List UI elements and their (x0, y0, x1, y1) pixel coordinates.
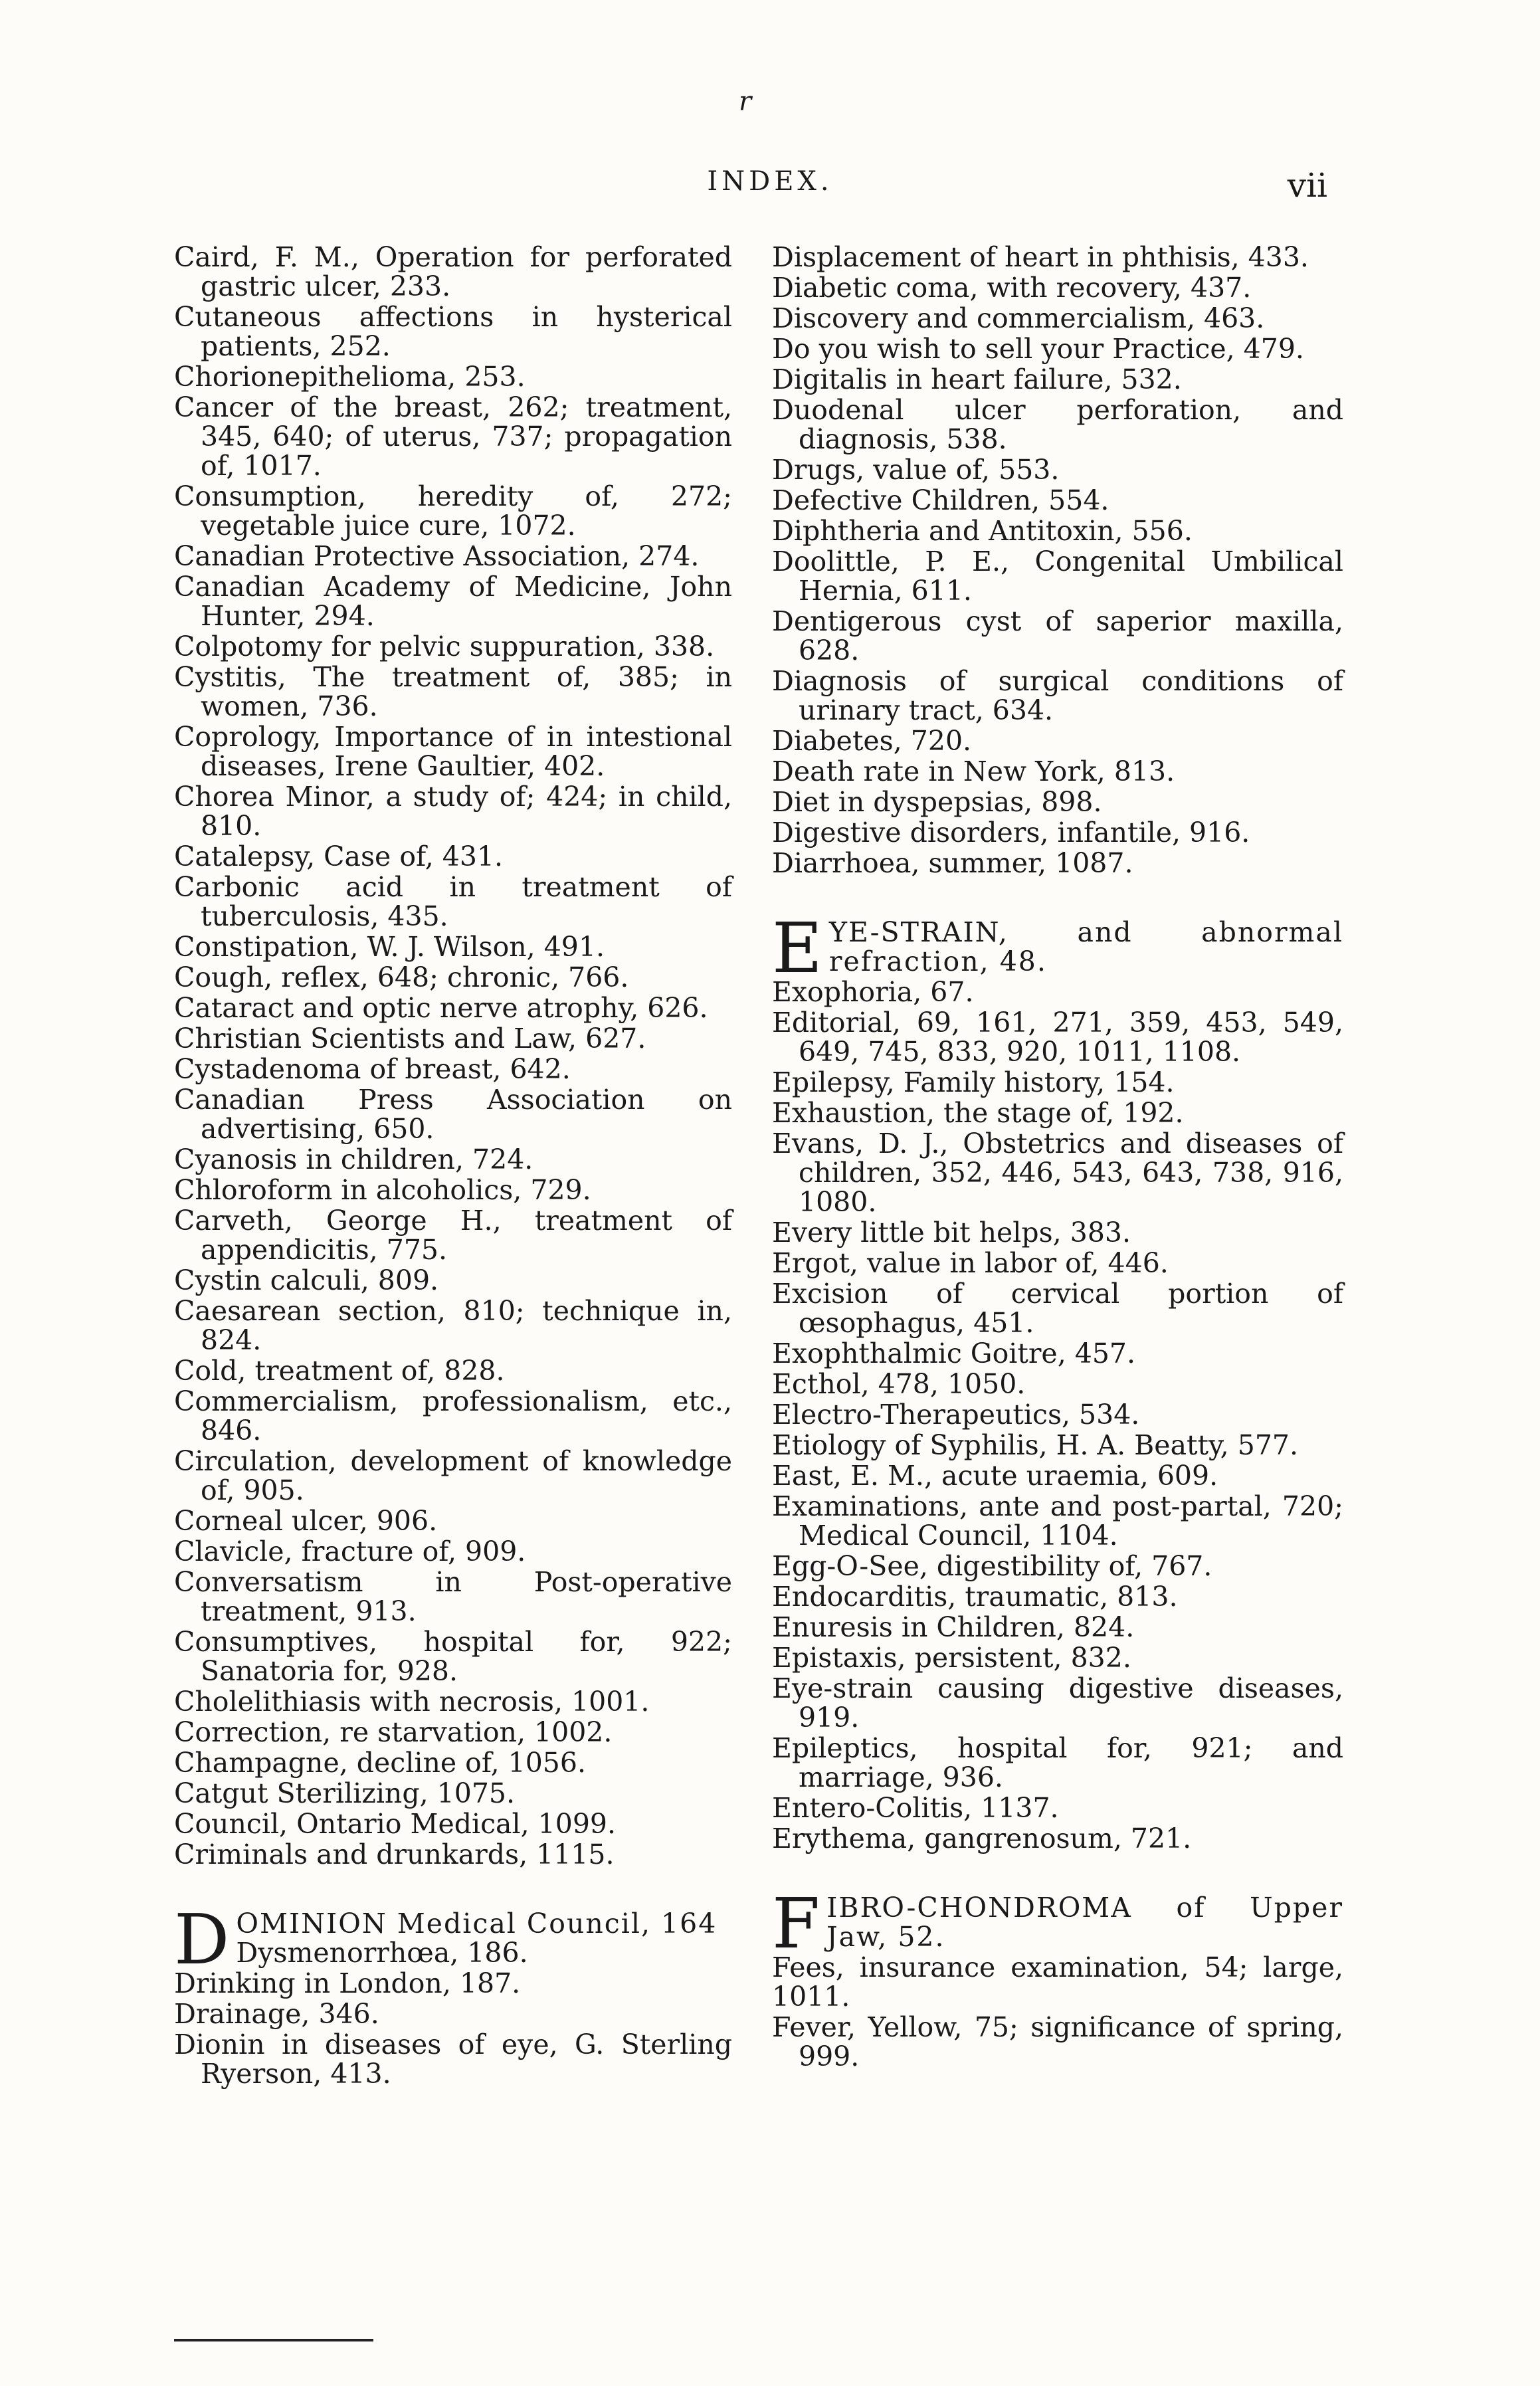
index-entry: Diet in dyspepsias, 898. (772, 786, 1102, 818)
index-entry: Criminals and drunkards, 1115. (174, 1839, 615, 1870)
index-entry: Endocarditis, traumatic, 813. (772, 1581, 1178, 1613)
index-entry: Editorial, 69, 161, 271, 359, 453, 549, 649, 745, 833, 920, 1011, 1108. (772, 1007, 1343, 1068)
index-entry: Diagnosis of surgical conditions of urinary tract, 634. (772, 665, 1343, 726)
index-entry: Carveth, George H., treatment of appendicitis, 775. (174, 1205, 732, 1266)
index-entry: Exhaustion, the stage of, 192. (772, 1097, 1184, 1129)
e-entries (772, 977, 1343, 1853)
index-entry: Cholelithiasis with necrosis, 1001. (174, 1686, 650, 1718)
index-entry: Carbonic acid in treatment of tuberculosis, 435. (174, 871, 732, 932)
index-entry: Entero-Colitis, 1137. (772, 1792, 1059, 1824)
left-column (174, 243, 732, 2090)
section-lead (772, 1883, 1343, 1964)
page-header (0, 166, 1540, 213)
index-entry: Cutaneous affections in hysterical patients, 252. (174, 301, 732, 362)
index-entry: Catgut Sterilizing, 1075. (174, 1777, 516, 1809)
index-entry: Cystadenoma of breast, 642. (174, 1053, 571, 1085)
index-entry: Fever, Yellow, 75; significance of spring, 999. (772, 2011, 1343, 2072)
index-entry: Every little bit helps, 383. (772, 1217, 1131, 1248)
f-entries (772, 1953, 1343, 2071)
index-entry: Cystitis, The treatment of, 385; in women, 736. (174, 661, 732, 722)
index-entry: Eye-strain causing digestive diseases, 919. (772, 1672, 1343, 1734)
section-lead (174, 1899, 732, 1980)
index-entry: Diarrhoea, summer, 1087. (772, 847, 1133, 879)
index-entry: Chorea Minor, a study of; 424; in child, 810. (174, 781, 732, 842)
index-entry: Catalepsy, Case of, 431. (174, 841, 504, 872)
index-entry: Epilepsy, Family history, 154. (772, 1066, 1175, 1098)
index-entry: Displacement of heart in phthisis, 433. (772, 241, 1309, 273)
index-entry: Digitalis in heart failure, 532. (772, 363, 1182, 395)
index-entry: Canadian Protective Association, 274. (174, 540, 700, 572)
index-entry: Etiology of Syphilis, H. A. Beatty, 577. (772, 1429, 1299, 1461)
index-entry: Ergot, value in labor of, 446. (772, 1247, 1169, 1279)
index-entry: Consumptives, hospital for, 922; Sanatoria for, 928. (174, 1626, 732, 1687)
index-entry: Consumption, heredity of, 272; vegetable juice cure, 1072. (174, 480, 732, 542)
index-entry: Diabetes, 720. (772, 725, 972, 757)
index-entry: Chorionepithelioma, 253. (174, 361, 526, 393)
index-entry: Egg-O-See, digestibility of, 767. (772, 1550, 1212, 1582)
section-lead (772, 908, 1343, 989)
right-column (772, 243, 1343, 2072)
index-entry: Canadian Academy of Medicine, John Hunter, 294. (174, 571, 732, 632)
index-entry: Cyanosis in children, 724. (174, 1143, 533, 1175)
index-entry: Dentigerous cyst of saperior maxilla, 628. (772, 605, 1343, 666)
index-entry: Conversatism in Post-operative treatment, 913. (174, 1566, 732, 1627)
index-entry: Christian Scientists and Law, 627. (174, 1023, 646, 1054)
index-entry: Drainage, 346. (174, 1998, 379, 2030)
index-entry: Diphtheria and Antitoxin, 556. (772, 515, 1193, 547)
index-entry: Colpotomy for pelvic suppuration, 338. (174, 631, 715, 662)
dropcap-letter: D (174, 1899, 230, 1980)
footer-rule (174, 2339, 373, 2341)
index-entry: Evans, D. J., Obstetrics and diseases of children, 352, 446, 543, 643, 738, 916, 1080. (772, 1128, 1343, 1218)
index-entry: Diabetic coma, with recovery, 437. (772, 272, 1252, 304)
index-entry: Caird, F. M., Operation for perforated gastric ulcer, 233. (174, 241, 732, 302)
index-entry: Excision of cervical portion of œsophagus, 451. (772, 1278, 1343, 1339)
section-lead-text: OMINION Medical Council, 164 (236, 1908, 718, 1939)
index-entry: Electro-Therapeutics, 534. (772, 1399, 1140, 1431)
d-entries (174, 1969, 732, 2088)
index-entry: Ecthol, 478, 1050. (772, 1368, 1026, 1400)
index-entry: Cataract and optic nerve atrophy, 626. (174, 992, 708, 1024)
index-entry: Council, Ontario Medical, 1099. (174, 1808, 617, 1840)
section-lead-text: YE-STRAIN, and abnormal refraction, 48. (828, 916, 1343, 977)
running-title: INDEX. (707, 166, 833, 197)
index-entry: Do you wish to sell your Practice, 479. (772, 333, 1304, 365)
index-entry: Discovery and commercialism, 463. (772, 302, 1265, 334)
dropcap-letter: E (772, 908, 822, 989)
index-entry: Circulation, development of knowledge of, 905. (174, 1445, 732, 1506)
index-entry: Erythema, gangrenosum, 721. (772, 1823, 1192, 1854)
index-entry: Drinking in London, 187. (174, 1967, 521, 1999)
page-mark: r (739, 86, 752, 117)
d-entries-continued (772, 243, 1343, 878)
index-entry: Cough, reflex, 648; chronic, 766. (174, 961, 629, 993)
index-entry: Epistaxis, persistent, 832. (772, 1642, 1131, 1674)
index-entry: Cystin calculi, 809. (174, 1264, 439, 1296)
index-columns (174, 243, 1343, 2249)
index-entry: Clavicle, fracture of, 909. (174, 1536, 526, 1567)
c-entries (174, 243, 732, 1869)
e-section (772, 908, 1343, 1854)
index-entry: Death rate in New York, 813. (772, 755, 1175, 787)
index-entry: Cold, treatment of, 828. (174, 1355, 505, 1387)
index-entry: Drugs, value of, 553. (772, 454, 1060, 486)
index-entry: Chloroform in alcoholics, 729. (174, 1174, 591, 1206)
dropcap-letter: F (772, 1883, 820, 1964)
index-entry: Canadian Press Association on advertising, 650. (174, 1084, 732, 1145)
index-entry: Caesarean section, 810; technique in, 824. (174, 1295, 732, 1356)
index-entry: Champagne, decline of, 1056. (174, 1747, 587, 1779)
index-entry: Coprology, Importance of in intestional diseases, Irene Gaultier, 402. (174, 721, 732, 782)
f-section (772, 1883, 1343, 2072)
index-entry: Commercialism, professionalism, etc., 846. (174, 1385, 732, 1446)
index-entry: Exophoria, 67. (772, 976, 974, 1008)
index-entry: Examinations, ante and post-partal, 720; Medical Council, 1104. (772, 1490, 1343, 1551)
index-entry: Exophthalmic Goitre, 457. (772, 1338, 1136, 1369)
index-entry: Constipation, W. J. Wilson, 491. (174, 931, 605, 963)
index-entry: Correction, re starvation, 1002. (174, 1716, 613, 1748)
d-section (174, 1899, 732, 2090)
index-entry: Cancer of the breast, 262; treatment, 345, 640; of uterus, 737; propagation of, 1017. (174, 391, 732, 482)
page-number: vii (1287, 166, 1327, 205)
index-entry: East, E. M., acute uraemia, 609. (772, 1460, 1218, 1492)
index-entry: Epileptics, hospital for, 921; and marriage, 936. (772, 1732, 1343, 1793)
index-entry: Corneal ulcer, 906. (174, 1505, 438, 1537)
index-entry: Fees, insurance examination, 54; large, 1011. (772, 1951, 1343, 2013)
index-entry: Defective Children, 554. (772, 484, 1109, 516)
section-lead-continuation: Dysmenorrhœa, 186. (236, 1937, 528, 1969)
index-entry: Dionin in diseases of eye, G. Sterling Ryerson, 413. (174, 2029, 732, 2090)
index-entry: Doolittle, P. E., Congenital Umbilical Hernia, 611. (772, 546, 1343, 607)
index-entry: Enuresis in Children, 824. (772, 1611, 1135, 1643)
index-entry: Digestive disorders, infantile, 916. (772, 817, 1250, 848)
index-entry: Duodenal ulcer perforation, and diagnosis, 538. (772, 394, 1343, 455)
section-lead-text: IBRO-CHONDROMA of Upper Jaw, 52. (826, 1892, 1343, 1953)
